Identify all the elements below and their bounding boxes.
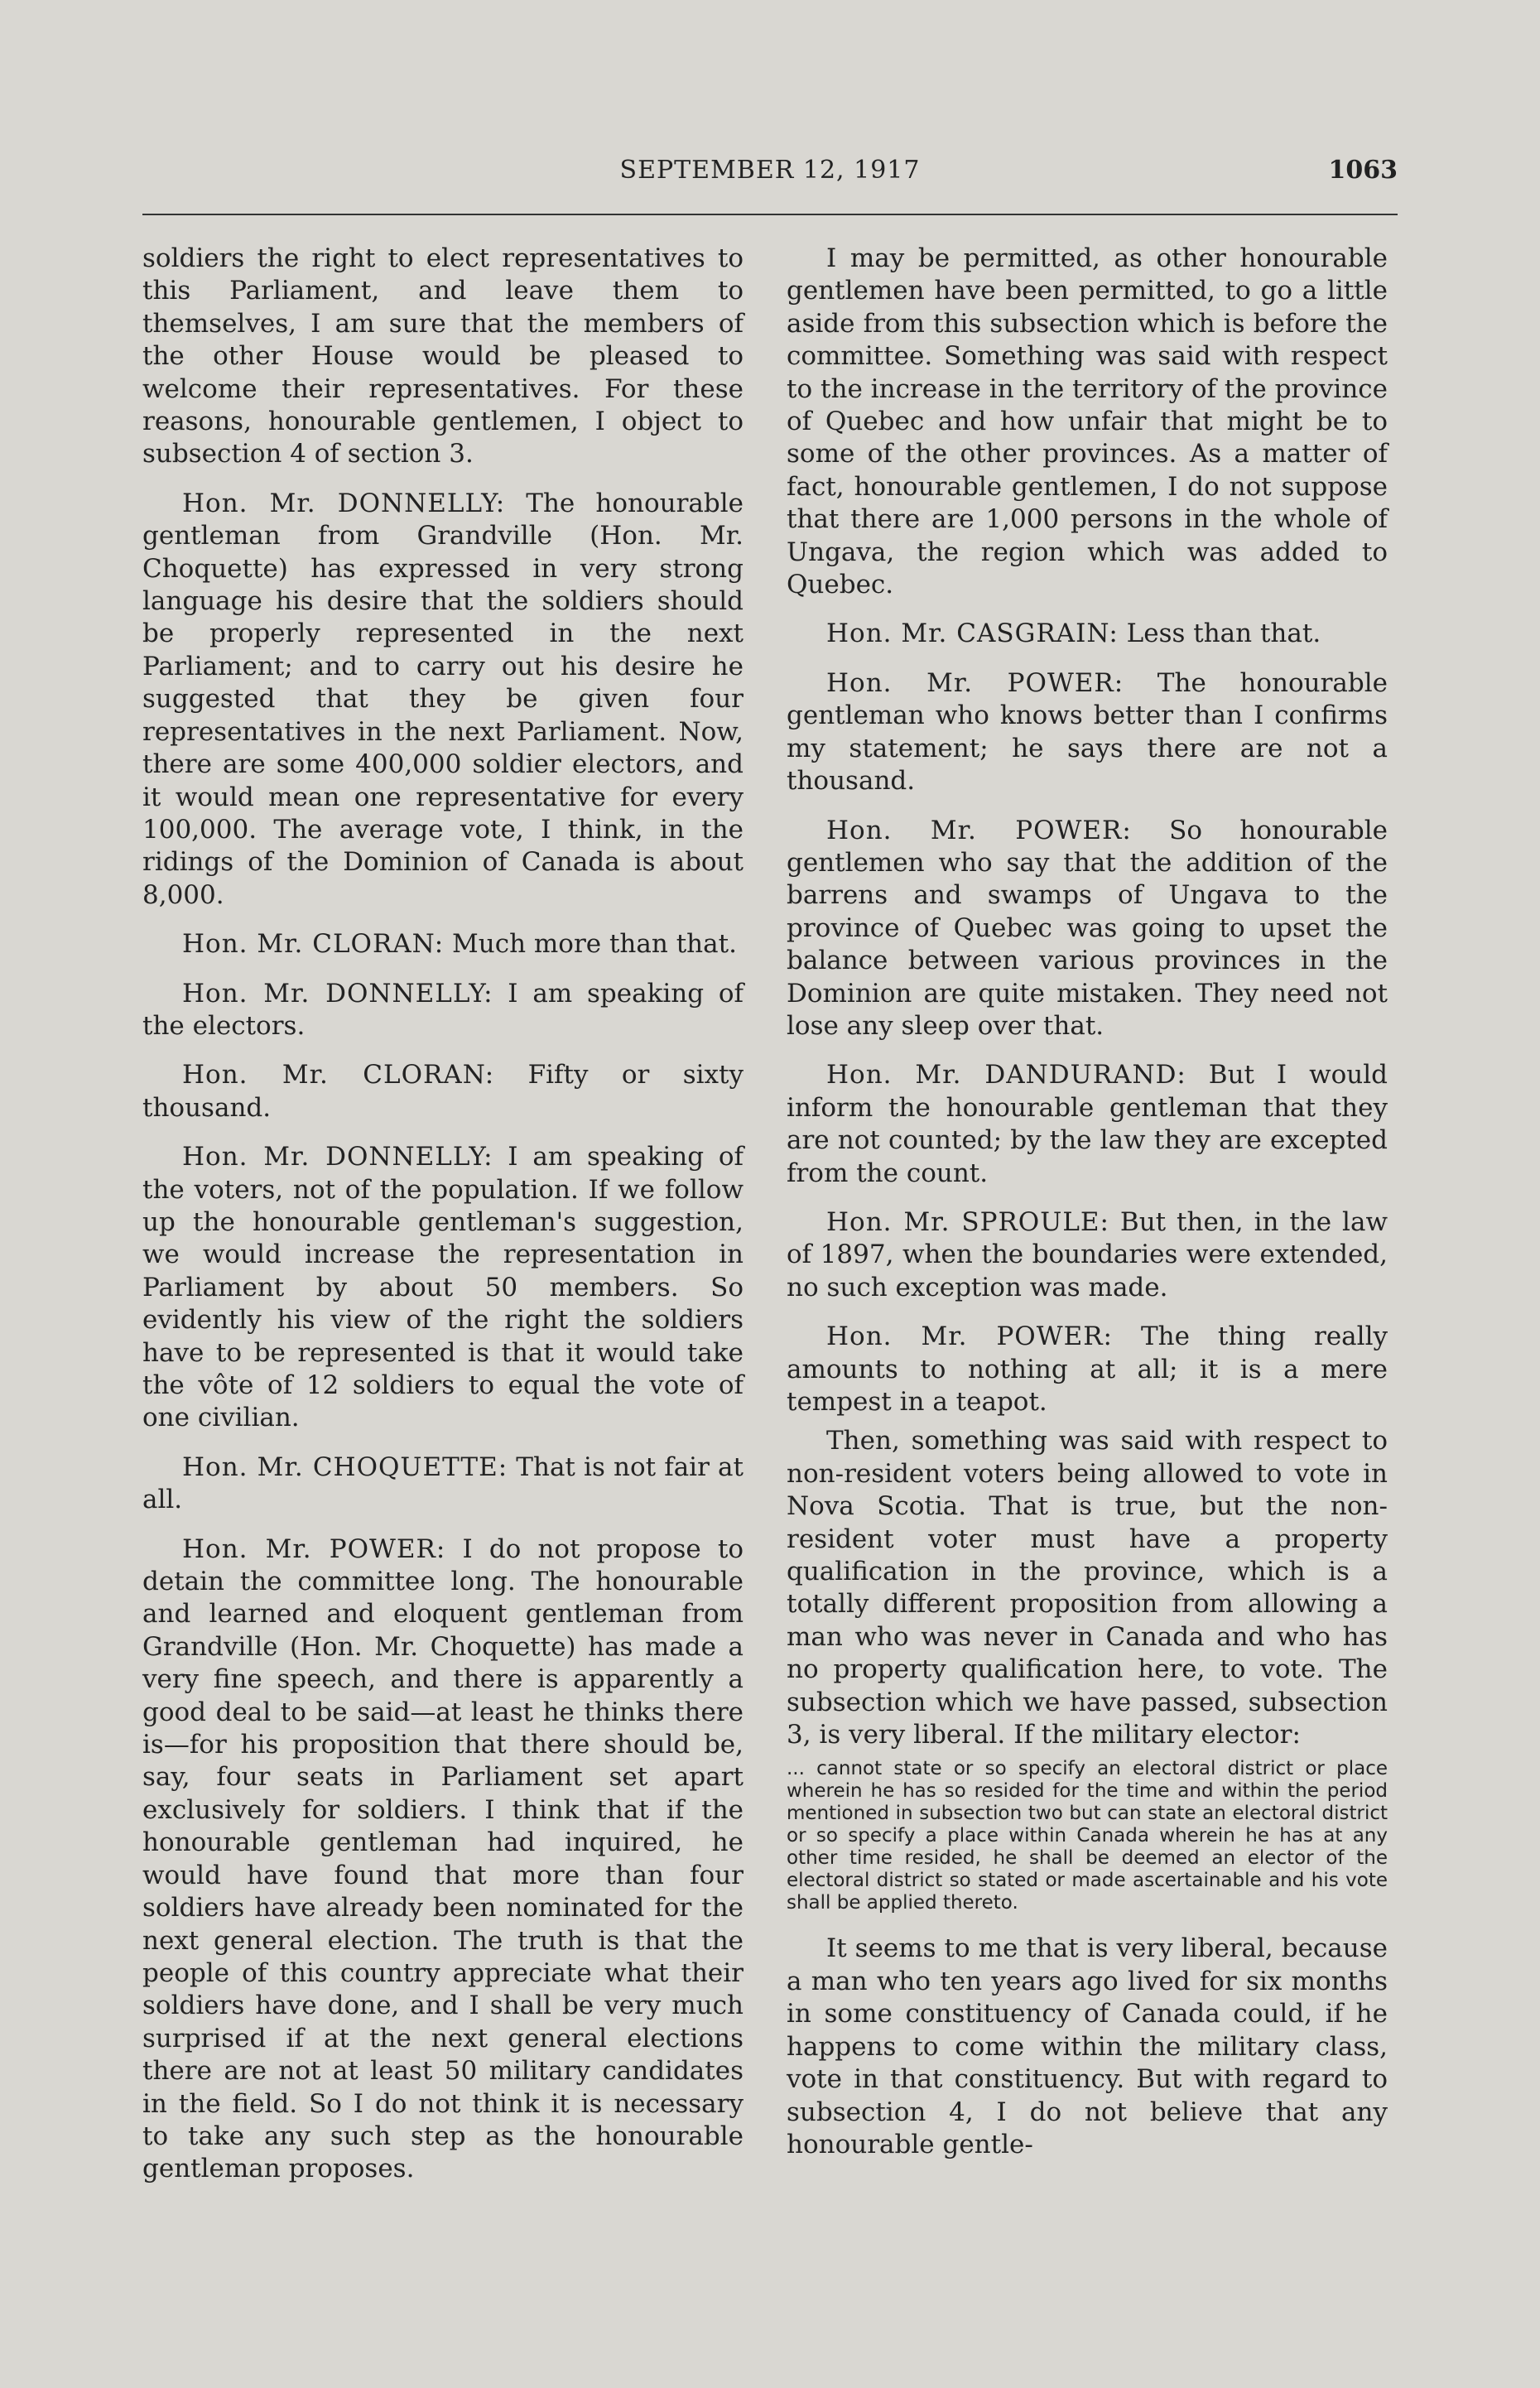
paragraph-text: It seems to me that is very liberal, because a man who ten years ago lived for six months in some constituency of Canada could, if he happens to come within the military class, vote in that constituency. But with regard to subsection 4, I do not believe that any honourable gentle-	[787, 1933, 1388, 2159]
paragraph	[787, 815, 1388, 1043]
speaker-name: Hon. Mr. POWER:	[182, 1533, 446, 1564]
paragraph-text: ... cannot state or so specify an electoral district or place wherein he has so resided for the time and within the period mentioned in subsection two but can state an electoral district or so specify a place within Canada wherein he has at any other time resided, he shall be deemed an elector of the electoral district so stated or made ascertainable and his vote shall be applied thereto.	[787, 1758, 1388, 1914]
speaker-name: Hon. Mr. CLORAN:	[182, 1060, 495, 1090]
speaker-name: Hon. Mr. DONNELLY:	[182, 978, 493, 1009]
paragraph-text: Then, something was said with respect to non-resident voters being allowed to vote in Nova Scotia. That is true, but the non-resident voter must have a property qualification in the province, which is a totally different proposition from allowing a man who was never in Canada and who has no property qualification here, to vote. The subsection which we have passed, subsection 3, is very liberal. If the military elector:	[787, 1426, 1388, 1750]
paragraph	[787, 1206, 1388, 1304]
speaker-name: Hon. Mr. POWER:	[826, 1322, 1113, 1352]
paragraph	[787, 1059, 1388, 1190]
paragraph	[787, 667, 1388, 798]
paragraph	[787, 243, 1388, 601]
paragraph	[142, 928, 744, 960]
paragraph	[787, 1425, 1388, 1751]
paragraph-text: I am speaking of the voters, not of the population. If we follow up the honourable gentleman's suggestion, we would increase the representation in Parliament by about 50 members. So evidently his view of the right the soldiers have to be represented is that it would take the vôte of 12 soldiers to equal the vote of one civilian.	[142, 1142, 744, 1433]
paragraph-text: I am speaking of the electors.	[142, 978, 744, 1041]
speaker-name: Hon. Mr. DANDURAND:	[826, 1060, 1186, 1090]
page-date: SEPTEMBER 12, 1917	[619, 156, 921, 185]
paragraph	[142, 1452, 744, 1517]
paragraph	[787, 1933, 1388, 2161]
paragraph-text: But then, in the law of 1897, when the boundaries were extended, no such exception was made.	[787, 1206, 1388, 1302]
paragraph-text: I do not propose to detain the committee long. The honourable and learned and eloquent gentleman from Grandville (Hon. Mr. Choquette) has made a very fine speech, and there is apparently a good deal to be said—at least he thinks there is—for his proposition that there should be, say, four seats in Parliament set apart exclusively for soldiers. I think that if the honourable gentleman had inquired, he would have found that more than four soldiers have already been nominated for the next general election. The truth is that the people of this country appreciate what their soldiers have done, and I shall be very much surprised if at the next general elections there are not at least 50 military candidates in the field. So I do not think it is necessary to take any such step as the honourable gentleman proposes.	[142, 1533, 744, 2184]
paragraph-text: But I would inform the honourable gentleman that they are not counted; by the law they are excepted from the count.	[787, 1060, 1388, 1188]
left-column	[142, 243, 744, 2203]
speaker-name: Hon. Mr. CASGRAIN:	[826, 619, 1119, 649]
speaker-name: Hon. Mr. SPROULE:	[826, 1206, 1110, 1237]
paragraph	[142, 1059, 744, 1124]
paragraph-text: Less than that.	[1118, 619, 1321, 649]
paragraph-text: I may be permitted, as other honourable gentlemen have been permitted, to go a little aside from this subsection which is before the committee. Something was said with respect to the increase in the territory of the province of Quebec and how unfair that might be to some of the other provinces. As a matter of fact, honourable gentlemen, I do not suppose that there are 1,000 persons in the whole of Ungava, the region which was added to Quebec.	[787, 243, 1388, 600]
page-header	[142, 156, 1398, 192]
paragraph-text: Much more than that.	[444, 929, 737, 960]
speaker-name: Hon. Mr. CHOQUETTE:	[182, 1452, 508, 1482]
speaker-name: Hon. Mr. DONNELLY:	[182, 488, 506, 518]
right-column	[787, 243, 1388, 2178]
paragraph-text: That is not fair at all.	[142, 1452, 744, 1515]
speaker-name: Hon. Mr. POWER:	[826, 815, 1132, 845]
paragraph	[142, 1533, 744, 2186]
paragraph	[142, 1141, 744, 1435]
quoted-statute	[787, 1758, 1388, 1914]
paragraph-text: soldiers the right to elect representatives to this Parliament, and leave them to themselves, I am sure that the members of the other House would be pleased to welcome their representatives. For these reasons, honourable gentlemen, I object to subsection 4 of section 3.	[142, 243, 744, 469]
paragraph	[142, 243, 744, 471]
paragraph	[787, 1321, 1388, 1418]
speaker-name: Hon. Mr. CLORAN:	[182, 929, 445, 960]
paragraph-text: Fifty or sixty thousand.	[142, 1060, 744, 1123]
paragraph	[787, 618, 1388, 650]
header-rule	[142, 214, 1398, 215]
paragraph	[142, 978, 744, 1043]
page-number: 1063	[1328, 156, 1398, 185]
paragraph-text: The honourable gentleman who knows better than I confirms my statement; he says there are not a thousand.	[787, 667, 1388, 797]
paragraph-text: So honourable gentlemen who say that the addition of the barrens and swamps of Ungava to the province of Quebec was going to upset the balance between various provinces in the Dominion are quite mistaken. They need not lose any sleep over that.	[787, 815, 1388, 1041]
paragraph-text: The thing really amounts to nothing at all; it is a mere tempest in a teapot.	[787, 1322, 1388, 1417]
paragraph-text: The honourable gentleman from Grandville (Hon. Mr. Choquette) has expressed in very strong language his desire that the soldiers should be properly represented in the next Parliament; and to carry out his desire he suggested that they be given four representatives in the next Parliament. Now, there are some 400,000 soldier electors, and it would mean one representative for every 100,000. The average vote, I think, in the ridings of the Dominion of Canada is about 8,000.	[142, 488, 744, 910]
speaker-name: Hon. Mr. DONNELLY:	[182, 1142, 493, 1172]
paragraph	[142, 488, 744, 912]
speaker-name: Hon. Mr. POWER:	[826, 667, 1124, 698]
